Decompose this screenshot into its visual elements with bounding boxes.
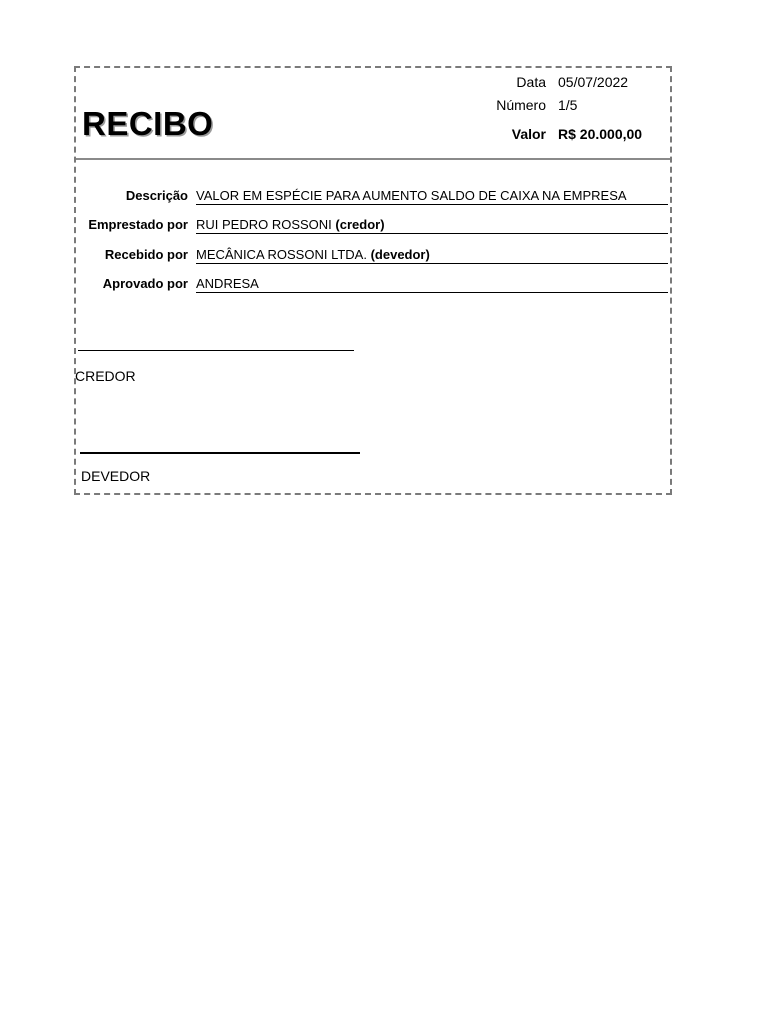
receipt-title: RECIBO [82,105,214,142]
lent-by-field [76,215,670,235]
received-by-label: Recebido por [104,247,188,262]
receipt-header [76,68,670,160]
lent-by-label: Emprestado por [88,217,188,232]
description-field [76,186,670,206]
approved-by-label: Aprovado por [102,276,188,291]
approved-by-field [76,274,670,294]
date-value: 05/07/2022 [558,74,629,90]
number-value: 1/5 [558,97,578,113]
description-text: VALOR EM ESPÉCIE PARA AUMENTO SALDO DE CAIXA NA EMPRESA [196,188,627,203]
approved-by-name: ANDRESA [196,276,259,291]
number-label: Número [496,97,546,113]
amount-value: R$ 20.000,00 [558,126,643,142]
lent-by-name: RUI PEDRO ROSSONI [196,217,332,232]
creditor-signature-line [78,350,354,351]
lent-by-role: (credor) [335,217,385,232]
received-by-name: MECÂNICA ROSSONI LTDA. [196,247,367,262]
approved-by-value [196,276,668,293]
received-by-role: (devedor) [370,247,430,262]
creditor-label: CREDOR [75,368,136,384]
amount-label: Valor [511,126,546,142]
date-label: Data [516,74,546,90]
date-row [76,74,670,92]
number-row [76,97,670,115]
amount-row [76,126,670,144]
description-value [196,188,668,205]
lent-by-value [196,217,668,234]
debtor-signature-line [80,452,360,454]
receipt-document [74,66,672,495]
description-label: Descrição [125,188,188,203]
received-by-value [196,247,668,264]
received-by-field [76,245,670,265]
debtor-label: DEVEDOR [81,468,151,484]
